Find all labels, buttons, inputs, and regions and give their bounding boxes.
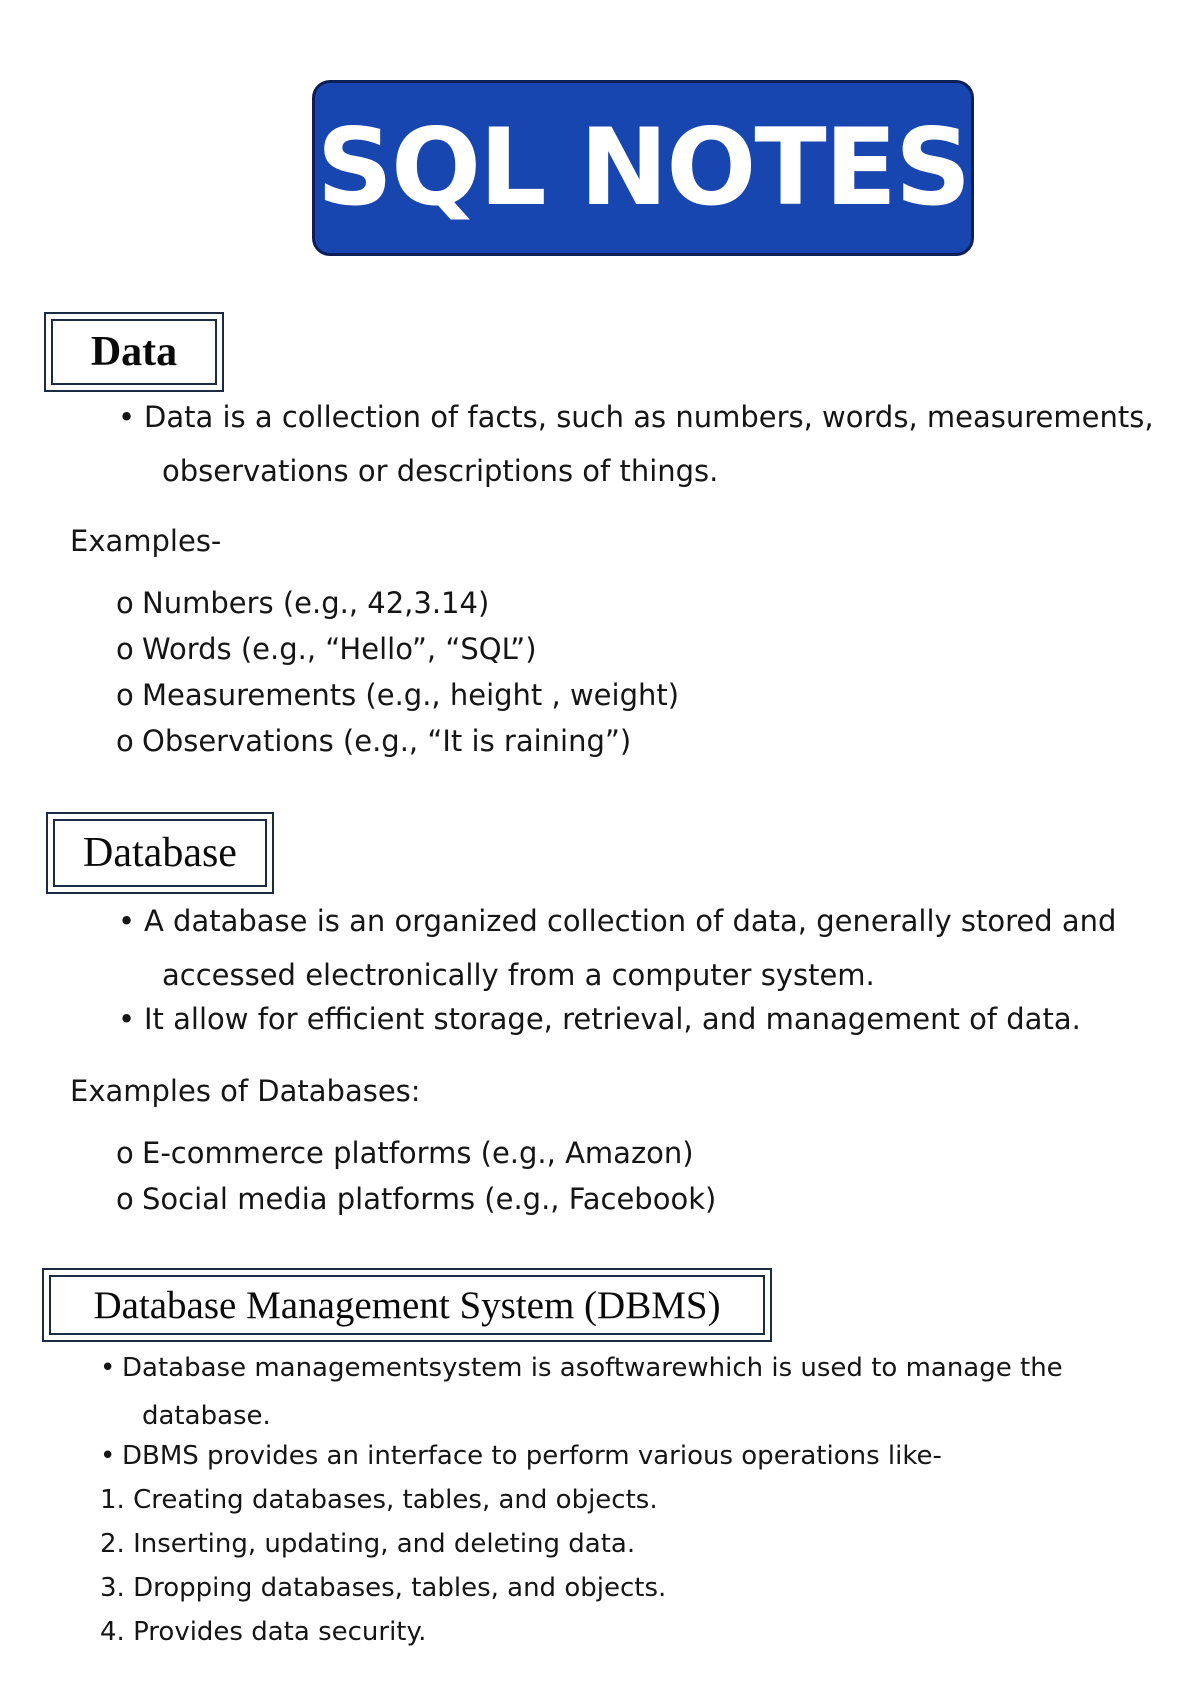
data-bullet-continuation: observations or descriptions of things.: [162, 454, 719, 488]
database-bullet-1-continuation: accessed electronically from a computer system.: [162, 958, 875, 992]
circle-bullet-icon: o: [116, 1182, 134, 1216]
list-item: o Observations (e.g., “It is raining”): [116, 724, 632, 758]
list-item: 4. Provides data security.: [100, 1617, 427, 1647]
circle-bullet-icon: o: [116, 678, 134, 712]
dbms-heading-box: [42, 1268, 772, 1342]
list-item: 1. Creating databases, tables, and objects.: [100, 1485, 658, 1515]
data-bullet-text: Data is a collection of facts, such as numbers, words, measurements,: [144, 400, 1154, 434]
dbms-bullet-2: • DBMS provides an interface to perform various operations like-: [100, 1441, 942, 1471]
bullet-icon: •: [100, 1441, 116, 1471]
page-title: SQL NOTES: [316, 106, 970, 229]
circle-bullet-icon: o: [116, 1136, 134, 1170]
title-banner: [312, 80, 974, 256]
bullet-icon: •: [118, 904, 136, 938]
list-item: o Measurements (e.g., height , weight): [116, 678, 680, 712]
data-examples-label: Examples-: [70, 524, 222, 558]
bullet-icon: •: [100, 1353, 116, 1383]
database-bullet-2: • It allow for efficient storage, retrieval, and management of data.: [118, 1002, 1081, 1036]
database-examples-label: Examples of Databases:: [70, 1074, 421, 1108]
bullet-icon: •: [118, 1002, 136, 1036]
list-item: 2. Inserting, updating, and deleting data.: [100, 1529, 636, 1559]
data-heading-box: [44, 312, 224, 392]
list-item: o Words (e.g., “Hello”, “SQL”): [116, 632, 537, 666]
circle-bullet-icon: o: [116, 724, 134, 758]
circle-bullet-icon: o: [116, 586, 134, 620]
database-heading: Database: [53, 819, 267, 887]
list-item: o E-commerce platforms (e.g., Amazon): [116, 1136, 694, 1170]
database-heading-box: [46, 812, 274, 894]
list-item: 3. Dropping databases, tables, and objects.: [100, 1573, 667, 1603]
data-bullet: [118, 400, 1154, 434]
dbms-heading: Database Management System (DBMS): [49, 1275, 765, 1335]
dbms-bullet-1: • Database managementsystem is asoftwarewhich is used to manage the: [100, 1353, 1063, 1383]
bullet-icon: •: [118, 400, 136, 434]
list-item: o Social media platforms (e.g., Facebook): [116, 1182, 717, 1216]
database-bullet-1: • A database is an organized collection of data, generally stored and: [118, 904, 1117, 938]
dbms-bullet-1-continuation: database.: [142, 1401, 271, 1431]
list-item: o Numbers (e.g., 42,3.14): [116, 586, 490, 620]
data-heading: Data: [51, 319, 217, 385]
circle-bullet-icon: o: [116, 632, 134, 666]
